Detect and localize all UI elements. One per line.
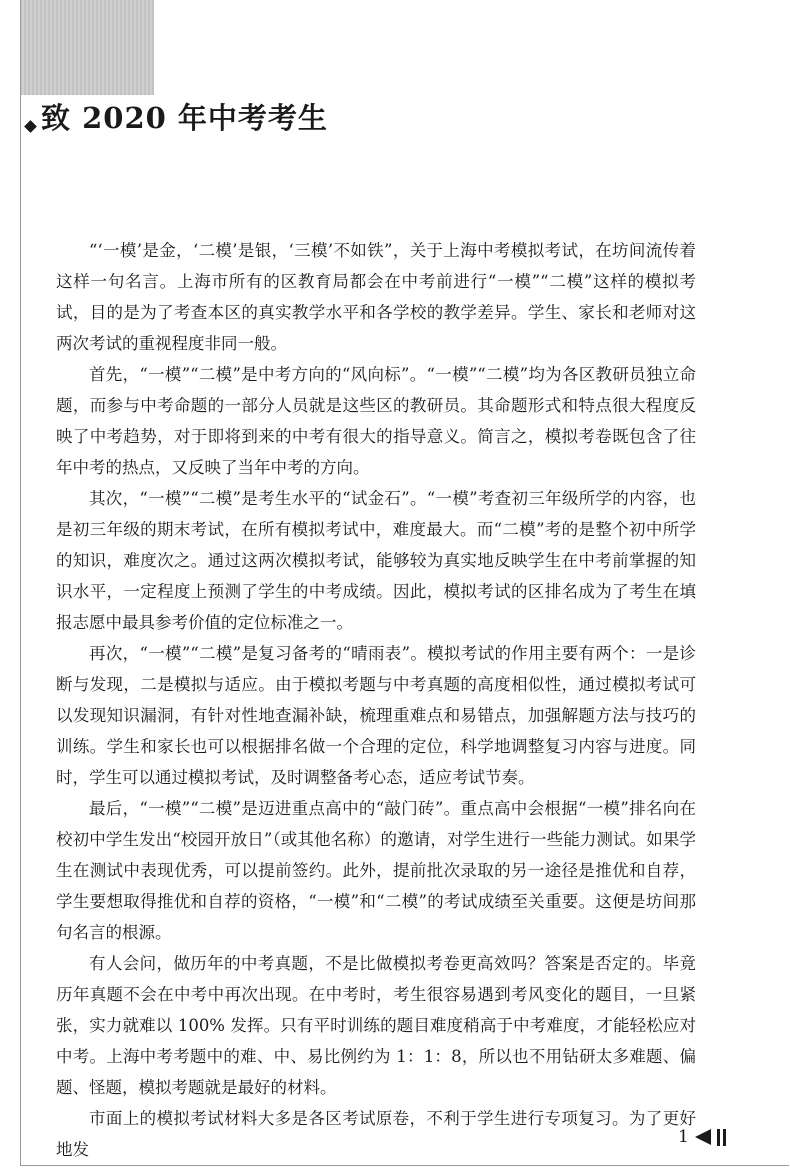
triangle-left-icon — [695, 1129, 711, 1145]
paragraph: 最后，“一模”“二模”是迈进重点高中的“敲门砖”。重点高中会根据“一模”排名向在校初中学生发出“校园开放日”（或其他名称）的邀请，对学生进行一些能力测试。如果学生在测试中表现优秀，可以提前签约。此外，提前批次录取的另一途径是推优和自荐，学生要想取得推优和自荐的资格，“一模”和“二模”的考试成绩至关重要。这便是坊间那句名言的根源。 — [56, 799, 696, 942]
paragraph: 首先，“一模”“二模”是中考方向的“风向标”。“一模”“二模”均为各区教研员独立命题，而参与中考命题的一部分人员就是这些区的教研员。其命题形式和特点很大程度反映了中考趋势，对于即将到来的中考有很大的指导意义。简言之，模拟考卷既包含了往年中考的热点，又反映了当年中考的方向。 — [56, 365, 696, 477]
body-text — [56, 235, 696, 1165]
paragraph: “‘一模’是金，‘二模’是银，‘三模’不如铁”，关于上海中考模拟考试，在坊间流传着这样一句名言。上海市所有的区教育局都会在中考前进行“一模”“二模”这样的模拟考试，目的是为了考查本区的真实教学水平和各学校的教学差异。学生、家长和老师对这两次考试的重视程度非同一般。 — [56, 241, 696, 353]
paragraph: 有人会问，做历年的中考真题，不是比做模拟考卷更高效吗？答案是否定的。毕竟历年真题不会在中考中再次出现。在中考时，考生很容易遇到考风变化的题目，一旦紧张，实力就难以 100% 发挥。只有平时训练的题目难度稍高于中考难度，才能轻松应对中考。上海中考考题中的难、中、易比例约为 1：1：8，所以也不用钻研太多难题、偏题、怪题，模拟考题就是最好的材料。 — [56, 954, 696, 1097]
bar-icon — [723, 1129, 726, 1146]
page-footer — [678, 1127, 726, 1147]
bars-icon — [717, 1129, 726, 1146]
page-number: 1 — [678, 1127, 689, 1147]
paragraph: 市面上的模拟考试材料大多是各区考试原卷，不利于学生进行专项复习。为了更好地发 — [56, 1109, 696, 1159]
bar-icon — [717, 1129, 720, 1146]
page-title: 致 2020 年中考考生 — [41, 100, 328, 135]
title-block — [26, 86, 328, 146]
corner-decoration — [21, 0, 154, 95]
paragraph: 再次，“一模”“二模”是复习备考的“晴雨表”。模拟考试的作用主要有两个：一是诊断与发现，二是模拟与适应。由于模拟考题与中考真题的高度相似性，通过模拟考试可以发现知识漏洞，有针对性地查漏补缺，梳理重难点和易错点，加强解题方法与技巧的训练。学生和家长也可以根据排名做一个合理的定位，科学地调整复习内容与进度。同时，学生可以通过模拟考试，及时调整备考心态，适应考试节奏。 — [56, 644, 696, 787]
paragraph: 其次，“一模”“二模”是考生水平的“试金石”。“一模”考查初三年级所学的内容，也是初三年级的期末考试，在所有模拟考试中，难度最大。而“二模”考的是整个初中所学的知识，难度次之。通过这两次模拟考试，能够较为真实地反映学生在中考前掌握的知识水平，一定程度上预测了学生的中考成绩。因此，模拟考试的区排名成为了考生在填报志愿中最具参考价值的定位标准之一。 — [56, 489, 696, 632]
diamond-bullet-icon — [24, 120, 37, 133]
